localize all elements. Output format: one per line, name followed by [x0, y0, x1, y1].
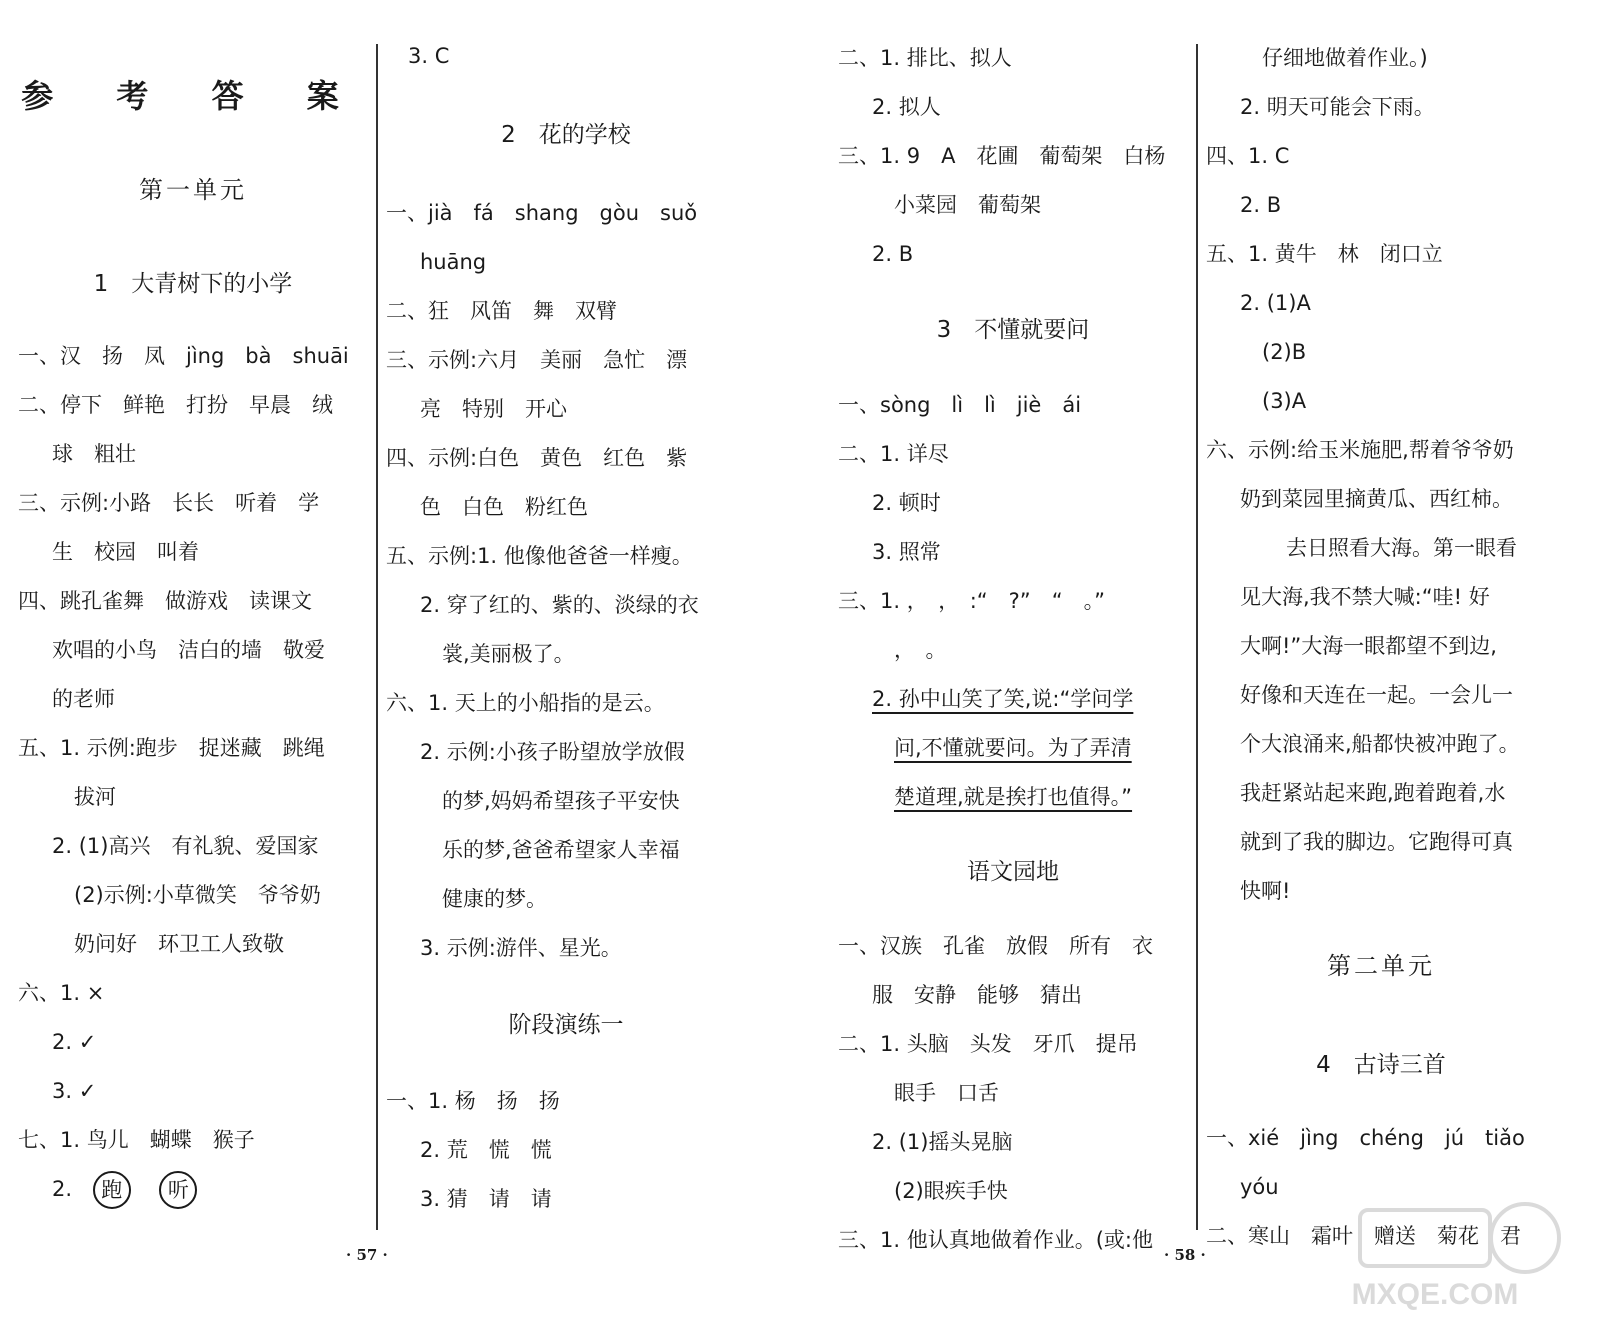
- answer-line: 我赶紧站起来跑,跑着跑着,水: [1240, 781, 1506, 805]
- answer-line: (3)A: [1262, 389, 1307, 413]
- answer-line: 六、示例:给玉米施肥,帮着爷爷奶: [1206, 438, 1514, 462]
- circled-character: 跑: [93, 1171, 131, 1209]
- answer-line: 三、1. 他认真地做着作业。(或:他: [838, 1228, 1153, 1252]
- answer-line: 二、1. 详尽: [838, 442, 949, 466]
- answer-line: 2. 拟人: [872, 95, 941, 119]
- answer-line: 一、jià fá shang gòu suǒ: [386, 201, 698, 225]
- answer-line: 2. B: [872, 242, 914, 266]
- answer-line: 2. 顿时: [872, 491, 941, 515]
- answer-line: 2. ✓: [52, 1030, 97, 1054]
- answer-line: 二、狂 风笛 舞 双臂: [386, 299, 617, 323]
- answer-line: 生 校园 叫着: [52, 540, 199, 564]
- answer-line: 四、示例:白色 黄色 红色 紫: [386, 446, 688, 470]
- answer-line: 眼手 口舌: [894, 1081, 999, 1105]
- answer-line: 好像和天连在一起。一会儿一: [1240, 683, 1513, 707]
- page57-left-column: [18, 0, 368, 1260]
- answer-line: 2. 荒 慌 慌: [420, 1138, 552, 1162]
- answer-line: 3. C: [408, 44, 450, 68]
- answer-line: 的梦,妈妈希望孩子平安快: [442, 789, 680, 813]
- answer-line: 二、寒山 霜叶 赠送 菊花 君: [1206, 1224, 1521, 1248]
- answer-line: (2)B: [1262, 340, 1307, 364]
- answer-line: 亮 特别 开心: [420, 397, 567, 421]
- lesson-four-title: 4 古诗三首: [1316, 1052, 1446, 1078]
- answer-line: 小菜园 葡萄架: [894, 193, 1041, 217]
- answer-line: 3. 照常: [872, 540, 941, 564]
- answer-line: 拔河: [74, 785, 116, 809]
- answer-line: 服 安静 能够 猜出: [872, 983, 1082, 1007]
- answer-line: 五、1. 示例:跑步 捉迷藏 跳绳: [18, 736, 325, 760]
- page58-right-column: [1206, 0, 1556, 1260]
- answer-line: 一、汉族 孔雀 放假 所有 衣: [838, 934, 1153, 958]
- answer-line: 二、停下 鲜艳 打扮 早晨 绒: [18, 393, 333, 417]
- stage-practice-title: 阶段演练一: [508, 1012, 624, 1038]
- answer-line: 四、跳孔雀舞 做游戏 读课文: [18, 589, 312, 613]
- answer-line: 2. 穿了红的、紫的、淡绿的衣: [420, 593, 699, 617]
- lesson-three-title: 3 不懂就要问: [936, 317, 1090, 343]
- circled-character: 听: [159, 1171, 197, 1209]
- answer-line: 一、1. 杨 扬 扬: [386, 1089, 560, 1113]
- answer-line-underlined: [838, 724, 1188, 773]
- answer-line: 一、汉 扬 凤 jìng bà shuāi: [18, 344, 349, 368]
- answer-line: 奶问好 环卫工人致敬: [74, 932, 284, 956]
- page-title: 参 考 答 案: [21, 77, 365, 115]
- answer-line: 个大浪涌来,船都快被冲跑了。: [1240, 732, 1520, 756]
- chinese-garden-title: 语文园地: [967, 859, 1059, 885]
- answer-line: 一、sòng lì lì jiè ái: [838, 393, 1082, 417]
- column-divider-left-page: [376, 44, 378, 1230]
- answer-line: (2)示例:小草微笑 爷爷奶: [74, 883, 321, 907]
- answer-line: 见大海,我不禁大喊:“哇! 好: [1240, 585, 1490, 609]
- answer-line: 3. 示例:游伴、星光。: [420, 936, 622, 960]
- page58-left-column: [838, 0, 1188, 1260]
- answer-line: 七、1. 鸟儿 蝴蝶 猴子: [18, 1128, 255, 1152]
- answer-line: huāng: [420, 250, 487, 274]
- answer-line: 五、示例:1. 他像他爸爸一样瘦。: [386, 544, 693, 568]
- answer-line: 3. 猜 请 请: [420, 1187, 552, 1211]
- lesson-two-title: 2 花的学校: [501, 122, 631, 148]
- answer-line: 三、1. 9 A 花圃 葡萄架 白杨: [838, 144, 1166, 168]
- answer-line: 就到了我的脚边。它跑得可真: [1240, 830, 1513, 854]
- answer-line: 2. (1)摇头晃脑: [872, 1130, 1013, 1154]
- question-number: 2.: [52, 1177, 73, 1201]
- answer-line: 三、1. ， ， :“ ?” “ 。”: [838, 589, 1105, 613]
- answer-line: 奶到菜园里摘黄瓜、西红柿。: [1240, 487, 1513, 511]
- answer-line: 三、示例:小路 长长 听着 学: [18, 491, 320, 515]
- answer-line-circled: [18, 1165, 368, 1214]
- answer-line: 3. ✓: [52, 1079, 97, 1103]
- answer-line: 仔细地做着作业。): [1262, 46, 1428, 70]
- lesson-one-title: 1 大青树下的小学: [93, 271, 293, 297]
- answer-line: 三、示例:六月 美丽 急忙 漂: [386, 348, 688, 372]
- watermark-text: MXQE.COM: [1351, 1278, 1519, 1311]
- answer-line: 去日照看大海。第一眼看: [1286, 536, 1517, 560]
- answer-line: 二、1. 排比、拟人: [838, 46, 1012, 70]
- answer-line-underlined: [838, 675, 1188, 724]
- underlined-answer: 问,不懂就要问。为了弄清: [894, 736, 1132, 760]
- unit-one-heading: 第一单元: [139, 176, 247, 204]
- answer-line: ， 。: [894, 638, 947, 662]
- answer-line: yóu: [1240, 1175, 1279, 1199]
- answer-line: 六、1. ×: [18, 981, 105, 1005]
- answer-line: 四、1. C: [1206, 144, 1290, 168]
- answer-line: 一、xié jìng chéng jú tiǎo: [1206, 1126, 1525, 1150]
- answer-line: 裳,美丽极了。: [442, 642, 575, 666]
- page57-right-column: [386, 0, 746, 1260]
- column-divider-right-page: [1196, 44, 1198, 1230]
- answer-line: 六、1. 天上的小船指的是云。: [386, 691, 665, 715]
- answer-line: 二、1. 头脑 头发 牙爪 提吊: [838, 1032, 1138, 1056]
- answer-line: 2. 示例:小孩子盼望放学放假: [420, 740, 685, 764]
- answer-line: 球 粗壮: [52, 442, 136, 466]
- page-number-58: · 58 ·: [1164, 1246, 1206, 1264]
- answer-line-underlined: [838, 773, 1188, 822]
- answer-line: 乐的梦,爸爸希望家人幸福: [442, 838, 680, 862]
- answer-line: 大啊!”大海一眼都望不到边,: [1240, 634, 1497, 658]
- answer-line: 2. (1)A: [1240, 291, 1311, 315]
- underlined-answer: 楚道理,就是挨打也值得。”: [894, 785, 1133, 809]
- page-number-57: · 57 ·: [346, 1246, 388, 1264]
- answer-line: 五、1. 黄牛 林 闭口立: [1206, 242, 1443, 266]
- answer-line: (2)眼疾手快: [894, 1179, 1008, 1203]
- answer-line: 健康的梦。: [442, 887, 547, 911]
- answer-line: 色 白色 粉红色: [420, 495, 588, 519]
- answer-line: 2. (1)高兴 有礼貌、爱国家: [52, 834, 319, 858]
- answer-line: 2. 明天可能会下雨。: [1240, 95, 1435, 119]
- underlined-answer: 2. 孙中山笑了笑,说:“学问学: [872, 687, 1134, 711]
- answer-line: 2. B: [1240, 193, 1282, 217]
- answer-line: 的老师: [52, 687, 115, 711]
- answer-line: 欢唱的小鸟 洁白的墙 敬爱: [52, 638, 325, 662]
- answer-line: 快啊!: [1240, 879, 1291, 903]
- unit-two-heading: 第二单元: [1327, 952, 1435, 980]
